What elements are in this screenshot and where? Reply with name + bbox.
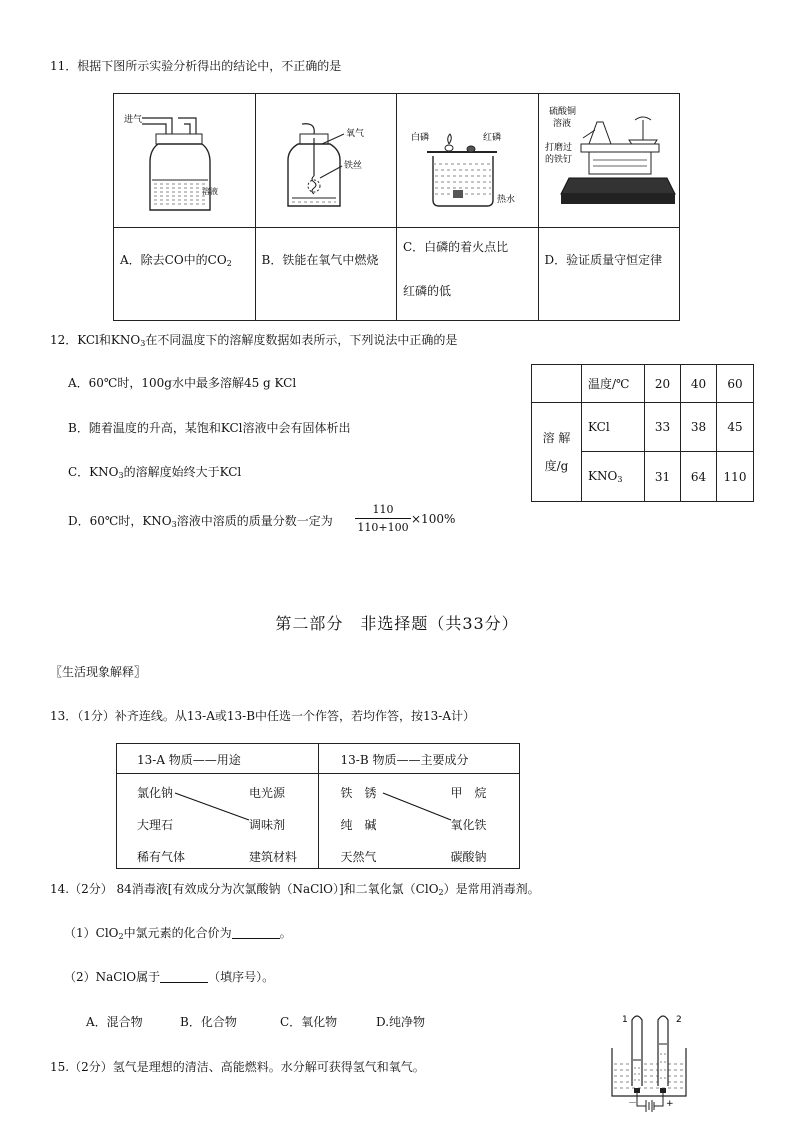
table-corner (532, 365, 582, 403)
fraction-denominator: 110+100 (355, 518, 411, 534)
label-oxygen: 氧气 (345, 129, 364, 139)
q15-stem: 15.（2分）氢气是理想的清洁、高能燃料。水分解可获得氢气和氧气。 (50, 1060, 425, 1074)
q11-figure-table (113, 93, 680, 321)
tube-label-1: 1 (622, 1015, 628, 1025)
kno3-40: 64 (681, 452, 717, 502)
q14-stem: 14.（2分） 84消毒液[有效成分为次氯酸钠（NaClO）]和二氧化氯（ClO$_2$）是常用消毒剂。 (50, 882, 540, 897)
label-hot-water: 热水 (497, 195, 516, 205)
kno3-20: 31 (645, 452, 681, 502)
label-cuso4-1: 硫酸铜 (548, 107, 576, 117)
a-left-2: 大理石 (137, 818, 174, 832)
temp-60: 60 (717, 365, 754, 403)
q13-a-body (117, 774, 319, 869)
kcl-20: 33 (645, 403, 681, 452)
part2-title: 第二部分 非选择题（共33分） (275, 614, 519, 633)
q11-option-c: C．白磷的着火点比 红磷的低 (397, 228, 539, 321)
fraction-numerator: 110 (372, 503, 394, 516)
q13-stem: 13．（1分）补齐连线。从13-A或13-B中任选一个作答，若均作答，按13-A计） (50, 709, 476, 723)
q14-choice-a: A．混合物 (86, 1015, 143, 1029)
b-right-2: 氧化铁 (450, 818, 487, 832)
label-cuso4-2: 溶液 (552, 119, 571, 129)
label-solution: 溶液 (202, 187, 218, 196)
table-header-temp: 温度/℃ (582, 365, 645, 403)
table-side-label: 溶 解 度/g (532, 403, 582, 502)
q14-choice-d: D.纯净物 (376, 1015, 426, 1029)
q12-fraction (355, 503, 411, 534)
q12-percent: ×100% (411, 512, 456, 526)
b-right-1: 甲 烷 (450, 786, 487, 800)
q12-stem: 12．KCl和$KNO_3$在不同温度下的溶解度数据如表所示，下列说法中正确的是 (50, 333, 458, 348)
answer-blank-2[interactable] (160, 970, 208, 983)
label-wire: 铁丝 (343, 161, 362, 171)
kcl-60: 45 (717, 403, 754, 452)
row-label-kno3: $KNO_3$ (582, 452, 645, 502)
label-in: 进气 (124, 115, 143, 125)
a-left-3: 稀有气体 (137, 850, 186, 864)
q11-option-b: B．铁能在氧气中燃烧 (255, 228, 397, 321)
q14-choice-b: B．化合物 (180, 1015, 237, 1029)
row-label-kcl: KCl (582, 403, 645, 452)
q12-option-b: B．随着温度的升高，某饱和KCl溶液中会有固体析出 (68, 421, 351, 435)
plus-sign: + (666, 1099, 674, 1109)
q11-option-d: D．验证质量守恒定律 (538, 228, 680, 321)
minus-sign: － (628, 1099, 638, 1109)
label-white-p: 白磷 (411, 133, 430, 143)
kno3-60: 110 (717, 452, 754, 502)
tube-label-2: 2 (676, 1015, 682, 1025)
a-right-1: 电光源 (249, 786, 286, 800)
electrolysis-apparatus-figure (606, 1008, 696, 1118)
b-left-3: 天然气 (340, 850, 377, 864)
q12-option-c: C．$KNO_3$的溶解度始终大于KCl (68, 465, 242, 480)
q12-option-a: A．60℃时，100g水中最多溶解45 g KCl (68, 376, 297, 390)
temp-40: 40 (681, 365, 717, 403)
q13-matching-table (116, 743, 520, 869)
q11-figure-a (114, 94, 256, 228)
a-right-3: 建筑材料 (249, 850, 298, 864)
label-nail-2: 的铁钉 (544, 155, 572, 165)
q11-figure-b (255, 94, 397, 228)
a-connect-line (117, 774, 317, 869)
temp-20: 20 (645, 365, 681, 403)
q13-a-header: 13-A 物质——用途 (117, 744, 319, 774)
b-left-2: 纯 碱 (340, 818, 377, 832)
a-left-1: 氯化钠 (137, 786, 174, 800)
q12-solubility-table (531, 364, 754, 502)
q11-figure-c (397, 94, 539, 228)
q13-b-header: 13-B 物质——主要成分 (318, 744, 520, 774)
q14-part1: （1）ClO$_2$中氯元素的化合价为 。 (64, 926, 292, 941)
label-nail-1: 打磨过 (544, 143, 572, 153)
b-connect-line (319, 774, 519, 869)
label-red-p: 红磷 (483, 133, 502, 143)
b-left-1: 铁 锈 (340, 786, 377, 800)
q11-stem: 11．根据下图所示实验分析得出的结论中，不正确的是 (50, 59, 342, 73)
a-right-2: 调味剂 (249, 818, 286, 832)
answer-blank-1[interactable] (232, 926, 280, 939)
q14-choice-c: C．氧化物 (280, 1015, 338, 1029)
b-right-3: 碳酸钠 (450, 850, 487, 864)
section-label: 〖生活现象解释〗 (50, 665, 147, 679)
q13-b-body (318, 774, 520, 869)
q11-figure-d (538, 94, 680, 228)
q12-option-d: D．60℃时，$KNO_3$溶液中溶质的质量分数一定为 (68, 514, 333, 529)
q11-option-a: A．除去CO中的$CO_2$ (114, 228, 256, 321)
kcl-40: 38 (681, 403, 717, 452)
q14-part2: （2）NaClO属于 （填序号）。 (64, 970, 275, 984)
